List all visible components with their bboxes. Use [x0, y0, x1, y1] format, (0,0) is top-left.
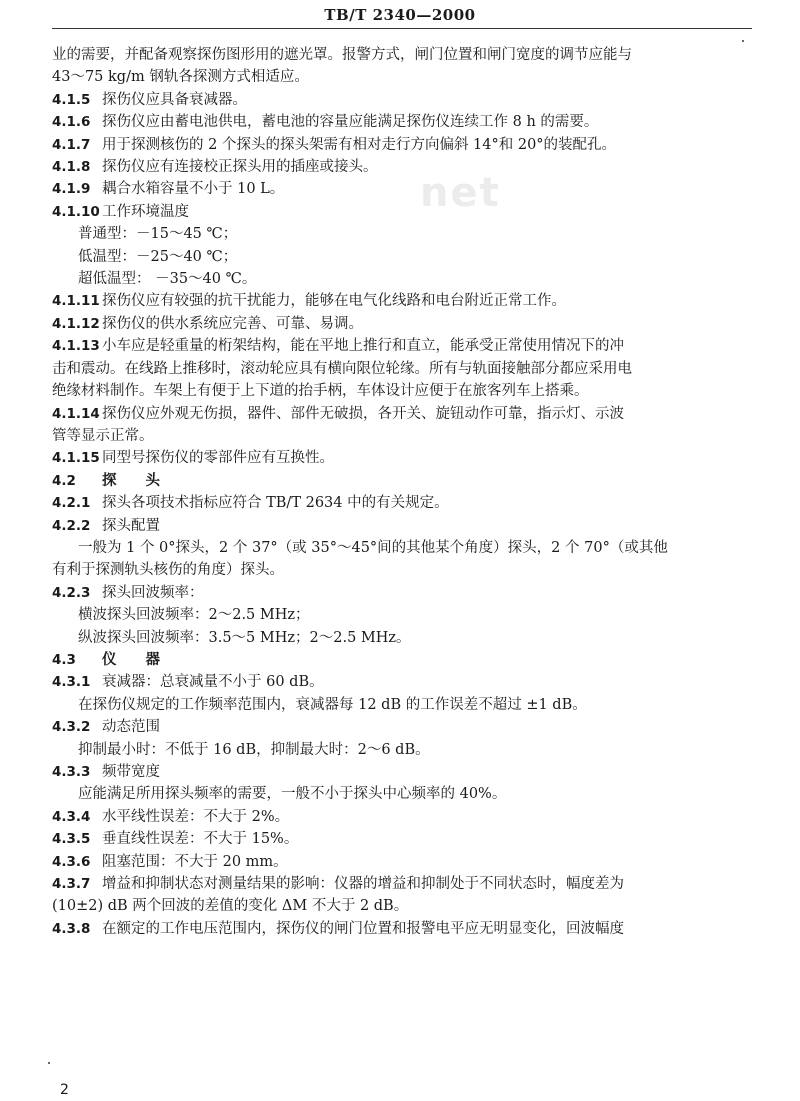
clause-line: [52, 335, 752, 357]
clause-number: 4.1.12: [52, 315, 100, 332]
clause-text: 管等显示正常。: [52, 427, 154, 444]
clause-line: [52, 111, 752, 133]
section-heading: [52, 470, 752, 492]
clause-line: [52, 716, 752, 738]
clause-text: 探伤仪应有较强的抗干扰能力，能够在电气化线路和电台附近正常工作。: [102, 293, 566, 310]
clause-text: 在探伤仪规定的工作频率范围内，衰减器每 12 dB 的工作误差不超过 ±1 dB。: [78, 696, 587, 713]
clause-text: 横波探头回波频率：2～2.5 MHz；: [78, 607, 310, 624]
clause-text: 衰减器：总衰减量不小于 60 dB。: [102, 674, 324, 691]
clause-text: 仪 器: [102, 650, 160, 668]
clause-text: 普通型：－15～45 ℃；: [78, 226, 238, 243]
clause-line: [52, 89, 752, 111]
header-rule: [52, 28, 752, 29]
clause-text: 垂直线性误差：不大于 15%。: [102, 831, 299, 848]
clause-text: 探伤仪应外观无伤损，器件、部件无破损，各开关、旋钮动作可靠，指示灯、示波: [102, 405, 624, 422]
clause-text: 小车应是轻重量的桁架结构，能在平地上推行和直立，能承受正常使用情况下的冲: [102, 338, 624, 355]
clause-line: [52, 582, 752, 604]
clause-number: 4.3.3: [52, 764, 91, 780]
clause-line: [52, 290, 752, 312]
clause-number: 4.1.5: [52, 91, 91, 108]
clause-text: 用于探测核伤的 2 个探头的探头架需有相对走行方向偏斜 14°和 20°的装配孔。: [102, 136, 617, 153]
clause-line: [52, 671, 752, 693]
clause-text: 43～75 kg/m 钢轨各探测方式相适应。: [52, 69, 309, 86]
clause-line: [52, 515, 752, 537]
text-line: [52, 246, 752, 268]
clause-line: [52, 403, 752, 425]
clause-text: 低温型：－25～40 ℃；: [78, 248, 238, 265]
clause-text: 探伤仪应有连接校正探头用的插座或接头。: [102, 159, 378, 176]
clause-text: (10±2) dB 两个回波的差值的变化 ΔM 不大于 2 dB。: [52, 898, 409, 915]
text-line: [52, 223, 752, 245]
clause-number: 4.2: [52, 472, 76, 489]
text-line: [52, 739, 752, 761]
text-line: [52, 559, 752, 581]
clause-line: [52, 178, 752, 200]
clause-text: 绝缘材料制作。车架上有便于上下道的抬手柄，车体设计应便于在旅客列车上搭乘。: [52, 383, 589, 400]
scan-speck: [48, 1062, 50, 1064]
clause-text: 探 头: [102, 471, 160, 489]
clause-text: 业的需要，并配备观察探伤图形用的遮光罩。报警方式，闸门位置和闸门宽度的调节应能与: [52, 47, 632, 63]
text-line: [52, 268, 752, 290]
clause-line: [52, 156, 752, 178]
clause-number: 4.3.8: [52, 920, 91, 937]
clause-text: 探伤仪应具备衰减器。: [102, 91, 247, 108]
clause-line: [52, 851, 752, 873]
clause-number: 4.3: [52, 651, 76, 668]
text-line: [52, 694, 752, 716]
text-line: [52, 537, 752, 559]
clause-text: 探伤仪的供水系统应完善、可靠、易调。: [102, 315, 363, 332]
text-line: [52, 425, 752, 447]
clause-number: 4.3.7: [52, 876, 91, 893]
clause-text: 应能满足所用探头频率的需要，一般不小于探头中心频率的 40%。: [78, 786, 507, 803]
clause-text: 工作环境温度: [102, 203, 189, 220]
text-line: [52, 627, 752, 649]
section-heading: [52, 649, 752, 671]
clause-number: 4.1.8: [52, 159, 91, 176]
clause-text: 水平线性误差：不大于 2%。: [102, 808, 290, 825]
clause-text: 纵波探头回波频率：3.5～5 MHz；2～2.5 MHz。: [78, 629, 411, 646]
clause-text: 探头配置: [102, 517, 160, 534]
clause-number: 4.2.3: [52, 584, 91, 601]
clause-text: 同型号探伤仪的零部件应有互换性。: [102, 450, 334, 467]
clause-number: 4.1.15: [52, 450, 100, 467]
clause-line: [52, 201, 752, 223]
clause-line: [52, 828, 752, 850]
clause-text: 增益和抑制状态对测量结果的影响：仪器的增益和抑制处于不同状态时，幅度差为: [102, 876, 624, 893]
text-line: [52, 604, 752, 626]
body-text: [52, 44, 752, 940]
clause-text: 一般为 1 个 0°探头，2 个 37°（或 35°～45°间的其他某个角度）探头，2 个 70°（或其他: [78, 539, 668, 556]
clause-number: 4.1.13: [52, 338, 100, 355]
clause-text: 抑制最小时：不低于 16 dB，抑制最大时：2～6 dB。: [78, 741, 430, 758]
clause-text: 在额定的工作电压范围内，探伤仪的闸门位置和报警电平应无明显变化，回波幅度: [102, 920, 624, 937]
text-line: [52, 44, 752, 66]
text-line: [52, 380, 752, 402]
clause-text: 探伤仪应由蓄电池供电，蓄电池的容量应能满足探伤仪连续工作 8 h 的需要。: [102, 114, 599, 131]
clause-text: 探头各项技术指标应符合 TB/T 2634 中的有关规定。: [102, 495, 449, 512]
clause-line: [52, 134, 752, 156]
clause-line: [52, 761, 752, 783]
clause-line: [52, 313, 752, 335]
clause-text: 探头回波频率：: [102, 584, 204, 601]
clause-number: 4.1.7: [52, 136, 91, 153]
page-number: 2: [60, 1082, 69, 1098]
clause-number: 4.3.2: [52, 719, 91, 736]
text-line: [52, 66, 752, 88]
clause-number: 4.1.6: [52, 114, 91, 131]
clause-number: 4.3.1: [52, 674, 91, 691]
clause-text: 频带宽度: [102, 764, 160, 780]
clause-number: 4.1.9: [52, 181, 91, 198]
clause-number: 4.1.14: [52, 405, 100, 422]
scan-speck: [742, 40, 744, 42]
clause-text: 有利于探测轨头核伤的角度）探头。: [52, 562, 284, 579]
clause-number: 4.2.2: [52, 517, 91, 534]
clause-line: [52, 873, 752, 895]
clause-line: [52, 918, 752, 940]
clause-text: 耦合水箱容量不小于 10 L。: [102, 181, 285, 198]
clause-number: 4.1.11: [52, 293, 100, 310]
clause-text: 动态范围: [102, 719, 160, 736]
text-line: [52, 358, 752, 380]
text-line: [52, 895, 752, 917]
text-line: [52, 783, 752, 805]
clause-text: 击和震动。在线路上推移时，滚动轮应具有横向限位轮缘。所有与轨面接触部分都应采用电: [52, 360, 632, 377]
clause-text: 阻塞范围：不大于 20 mm。: [102, 853, 288, 870]
clause-line: [52, 492, 752, 514]
clause-number: 4.3.5: [52, 831, 91, 848]
clause-line: [52, 447, 752, 469]
clause-text: 超低温型： －35～40 ℃。: [78, 271, 257, 288]
watermark: net: [420, 170, 501, 216]
clause-number: 4.1.10: [52, 203, 100, 220]
clause-number: 4.3.4: [52, 808, 91, 825]
running-header: TB/T 2340—2000: [324, 6, 476, 24]
clause-number: 4.2.1: [52, 495, 91, 512]
clause-number: 4.3.6: [52, 853, 91, 870]
clause-line: [52, 806, 752, 828]
